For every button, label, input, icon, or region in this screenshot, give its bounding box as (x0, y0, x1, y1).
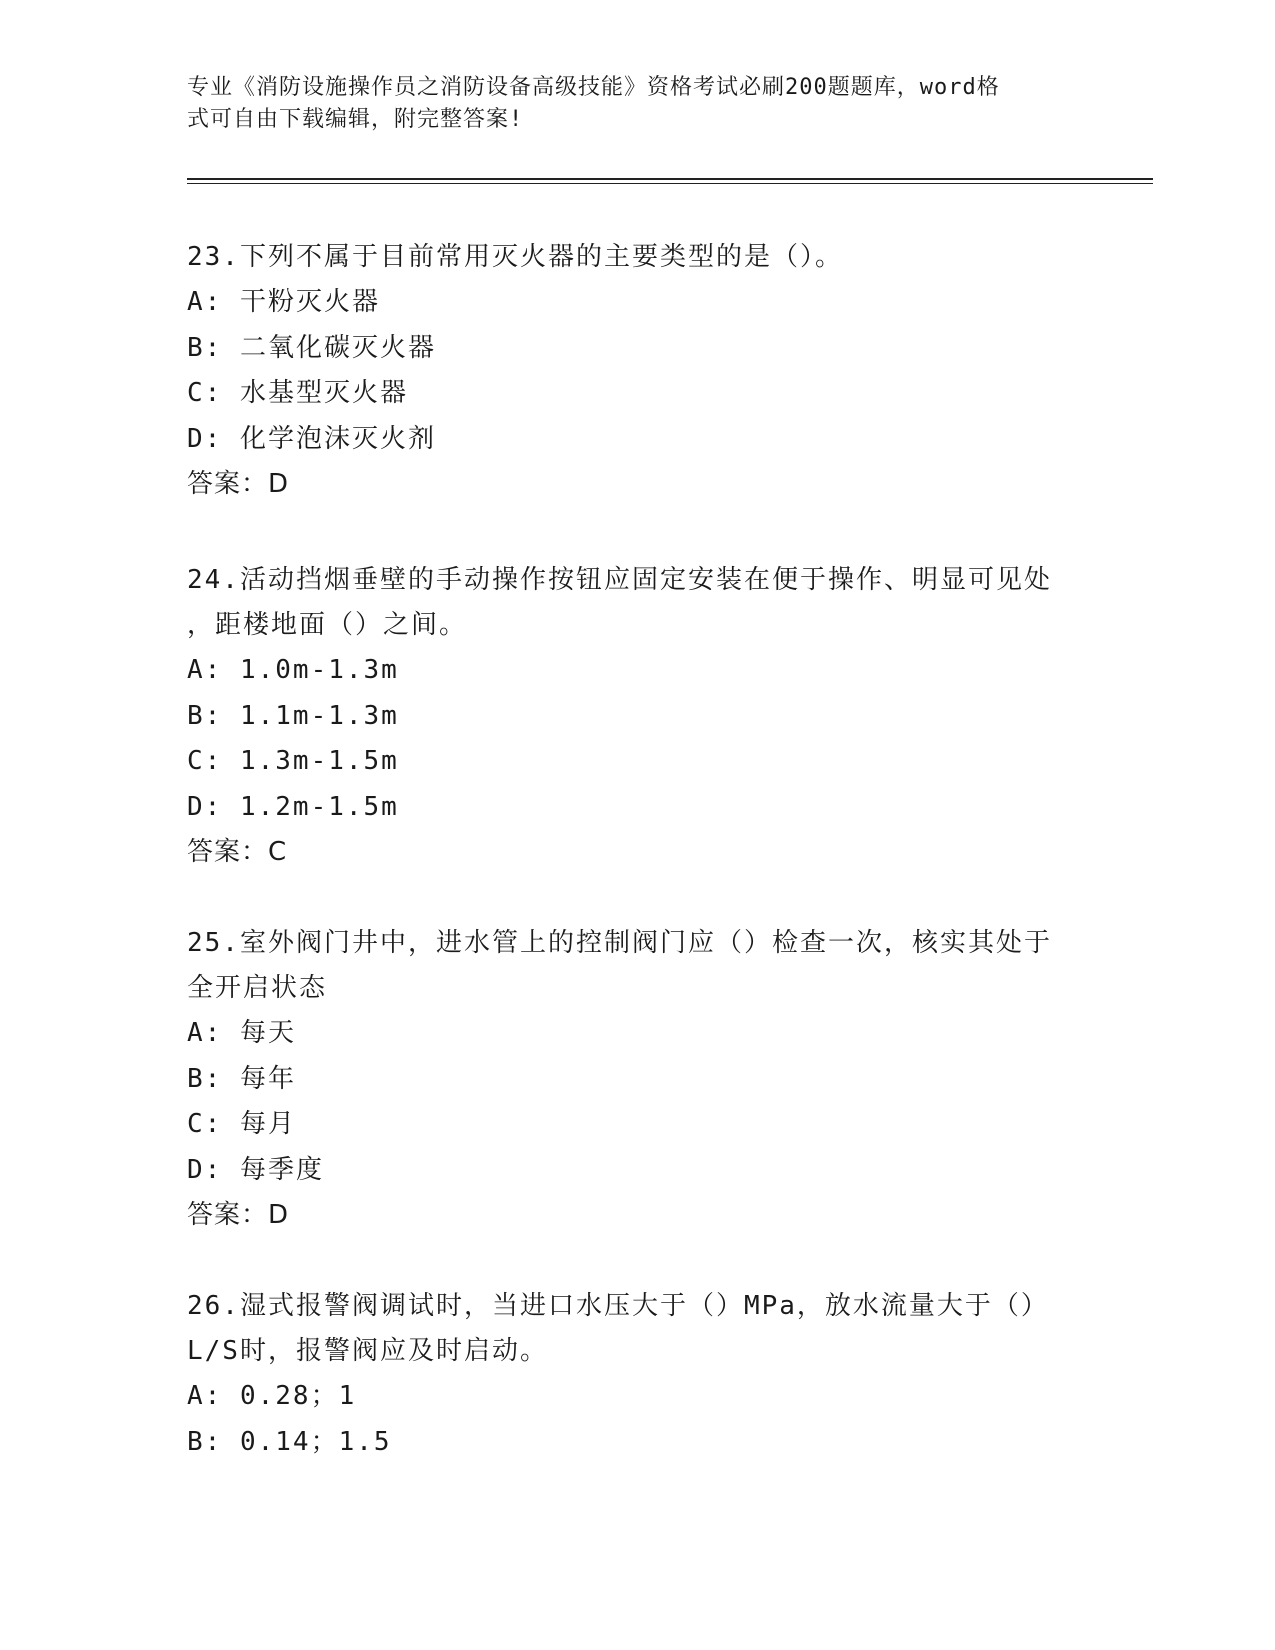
option-b: B: 0.14；1.5 (187, 1426, 392, 1457)
option-d: D: 每季度 (187, 1154, 324, 1185)
option-b: B: 每年 (187, 1063, 296, 1094)
option-a: A: 0.28；1 (187, 1381, 357, 1411)
option-c: C: 1.3m-1.5m (187, 746, 399, 776)
option-d: D: 1.2m-1.5m (187, 791, 399, 822)
question-25 (187, 921, 1087, 1238)
option-a: A: 干粉灭火器 (187, 287, 380, 317)
stem-line: 25.室外阀门井中，进水管上的控制阀门应（）检查一次，核实其处于 (187, 928, 1052, 958)
question-stem (187, 1284, 1087, 1374)
option-b: B: 1.1m-1.3m (187, 700, 399, 731)
option-b: B: 二氧化碳灭火器 (187, 332, 436, 363)
option-list (187, 280, 1087, 462)
option-list (187, 648, 1087, 830)
question-26 (187, 1284, 1087, 1465)
question-24 (187, 558, 1087, 875)
question-23 (187, 235, 1087, 507)
intro-line-2: 式可自由下载编辑，附完整答案! (187, 107, 524, 132)
stem-line: 全开启状态 (187, 973, 328, 1003)
stem-line: 26.湿式报警阀调试时，当进口水压大于（）MPa，放水流量大于（） (187, 1291, 1049, 1321)
document-intro (187, 72, 1067, 136)
question-stem (187, 921, 1087, 1011)
option-a: A: 1.0m-1.3m (187, 655, 399, 685)
stem-line: 24.活动挡烟垂壁的手动操作按钮应固定安装在便于操作、明显可见处 (187, 565, 1052, 595)
question-stem (187, 235, 1087, 280)
option-c: C: 每月 (187, 1109, 296, 1139)
option-list (187, 1374, 1087, 1465)
option-a: A: 每天 (187, 1018, 296, 1048)
header-divider-thin (187, 183, 1153, 184)
stem-line: 23.下列不属于目前常用灭火器的主要类型的是（）。 (187, 242, 843, 272)
answer-text: 答案：D (187, 1200, 290, 1230)
header-divider-thick (187, 178, 1153, 180)
answer-text: 答案：C (187, 837, 288, 867)
option-c: C: 水基型灭火器 (187, 378, 408, 408)
stem-line: L/S时，报警阀应及时启动。 (187, 1336, 548, 1366)
intro-line-1: 专业《消防设施操作员之消防设备高级技能》资格考试必刷200题题库，word格 (187, 75, 1000, 100)
stem-line: ，距楼地面（）之间。 (187, 610, 468, 640)
answer-text: 答案：D (187, 469, 290, 499)
option-d: D: 化学泡沫灭火剂 (187, 423, 436, 454)
option-list (187, 1011, 1087, 1193)
question-stem (187, 558, 1087, 648)
